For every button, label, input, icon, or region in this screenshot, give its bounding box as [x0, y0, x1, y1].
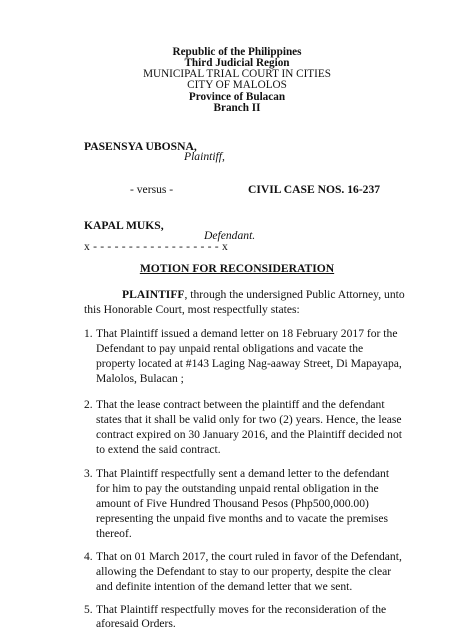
item-number: 3. [84, 468, 93, 480]
header-city: CITY OF MALOLOS [187, 79, 287, 91]
item-number: 4. [84, 551, 93, 563]
header-branch: Branch II [213, 102, 261, 114]
item-line: for him to pay the outstanding unpaid rental obligation in the [96, 482, 379, 495]
item-line: That Plaintiff respectfully sent a demand letter to the defendant [96, 467, 390, 480]
item-number: 2. [84, 399, 93, 411]
defendant-name: KAPAL MUKS, [84, 219, 164, 232]
defendant-role: Defendant. [204, 229, 256, 242]
plaintiff-role: Plaintiff, [184, 150, 225, 163]
item-line: and definite intention of the demand letter that we sent. [96, 580, 353, 593]
item-line: That on 01 March 2017, the court ruled in favor of the Defendant, [96, 550, 402, 563]
header-region: Third Judicial Region [184, 57, 290, 69]
intro-line-1 [122, 288, 405, 301]
item-line: property located at #143 Laging Nag-aaway Street, Di Mapayapa, [96, 357, 402, 370]
item-number: 5. [84, 604, 93, 616]
intro-text-1: , through the undersigned Public Attorney, unto [184, 288, 405, 301]
item-number: 1. [84, 328, 93, 340]
item-line: That Plaintiff respectfully moves for the reconsideration of the [96, 603, 387, 616]
item-line: aforesaid Orders. [96, 617, 176, 630]
caption-closing-line: x - - - - - - - - - - - - - - - - - - x [84, 240, 228, 253]
item-line: contract expired on 30 January 2016, and the Plaintiff decided not [96, 428, 402, 441]
item-line: That the lease contract between the plaintiff and the defendant [96, 398, 385, 411]
item-line: thereof. [96, 527, 132, 540]
versus-label: - versus - [130, 183, 174, 196]
intro-lead: PLAINTIFF [122, 288, 185, 301]
item-line: That Plaintiff issued a demand letter on 18 February 2017 for the [96, 327, 398, 340]
motion-title: MOTION FOR RECONSIDERATION [139, 262, 335, 275]
item-line: states that it shall be valid only for two (2) years. Hence, the lease [96, 413, 402, 426]
plaintiff-name: PASENSYA UBOSNA, [84, 140, 197, 153]
item-line: representing the unpaid five months and to vacate the premises [96, 512, 389, 525]
item-line: amount of Five Hundred Thousand Pesos (Php500,000.00) [96, 497, 369, 510]
header-province: Province of Bulacan [188, 91, 286, 103]
item-line: allowing the Defendant to stay to our property, despite the clear [96, 565, 392, 578]
item-line: Defendant to pay unpaid rental obligations and vacate the [96, 342, 364, 355]
item-line: to extend the said contract. [96, 443, 221, 456]
intro-line-2: this Honorable Court, most respectfully states: [84, 303, 300, 316]
header-republic: Republic of the Philippines [172, 46, 302, 58]
header-court: MUNICIPAL TRIAL COURT IN CITIES [143, 68, 331, 80]
item-line: Malolos, Bulacan ; [96, 372, 184, 385]
case-number: CIVIL CASE NOS. 16-237 [248, 183, 381, 196]
